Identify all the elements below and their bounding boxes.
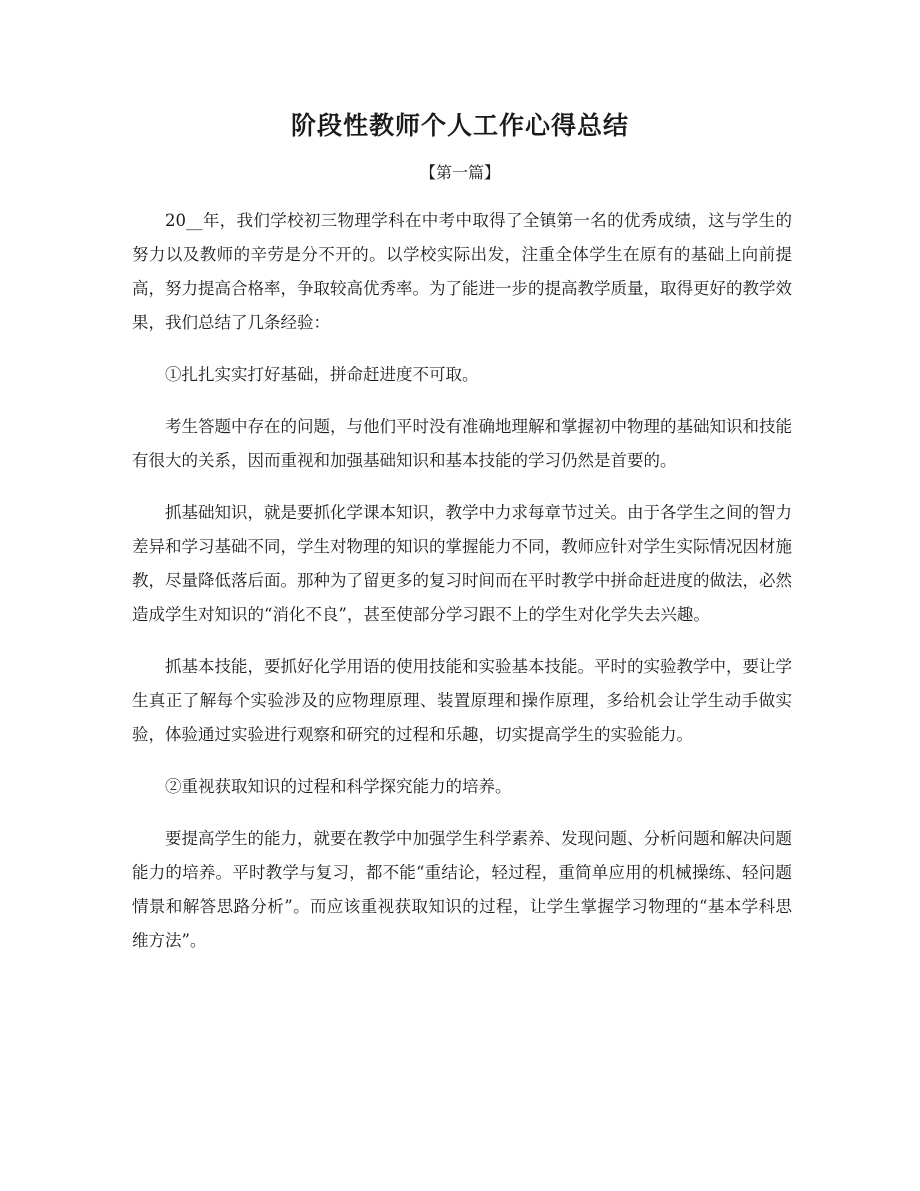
section-label: 【第一篇】 bbox=[419, 163, 500, 182]
paragraph-5: 抓基本技能，要抓好化学用语的使用技能和实验基本技能。平时的实验教学中，要让学生真正了解每个实验涉及的应物理原理、装置原理和操作原理，多给机会让学生动手做实验，体验通过实验进行观察和研究的过程和乐趣，切实提高学生的实验能力。 bbox=[132, 657, 792, 744]
document-body bbox=[132, 204, 792, 976]
paragraph-3: 考生答题中存在的问题，与他们平时没有准确地理解和掌握初中物理的基础知识和技能有很大的关系，因而重视和加强基础知识和基本技能的学习仍然是首要的。 bbox=[132, 417, 792, 470]
paragraph-2: ①扎扎实实打好基础，拼命赶进度不可取。 bbox=[165, 365, 479, 384]
paragraph-4: 抓基础知识，就是要抓化学课本知识，教学中力求每章节过关。由于各学生之间的智力差异和学习基础不同，学生对物理的知识的掌握能力不同，教师应针对学生实际情况因材施教，尽量降低落后面。那种为了留更多的复习时间而在平时教学中拼命赶进度的做法，必然造成学生对知识的“消化不良”，甚至使部分学习跟不上的学生对化学失去兴趣。 bbox=[132, 503, 792, 624]
document-title: 阶段性教师个人工作心得总结 bbox=[290, 111, 629, 140]
paragraph-1: 20__年，我们学校初三物理学科在中考中取得了全镇第一名的优秀成绩，这与学生的努力以及教师的辛劳是分不开的。以学校实际出发，注重全体学生在原有的基础上向前提高，努力提高合格率，争取较高优秀率。为了能进一步的提高教学质量，取得更好的教学效果，我们总结了几条经验： bbox=[132, 211, 792, 332]
paragraph-7: 要提高学生的能力，就要在教学中加强学生科学素养、发现问题、分析问题和解决问题能力的培养。平时教学与复习，都不能“重结论，轻过程，重简单应用的机械操练、轻问题情景和解答思路分析”。而应该重视获取知识的过程，让学生掌握学习物理的“基本学科思维方法”。 bbox=[132, 829, 792, 950]
paragraph-6: ②重视获取知识的过程和科学探究能力的培养。 bbox=[165, 777, 512, 796]
